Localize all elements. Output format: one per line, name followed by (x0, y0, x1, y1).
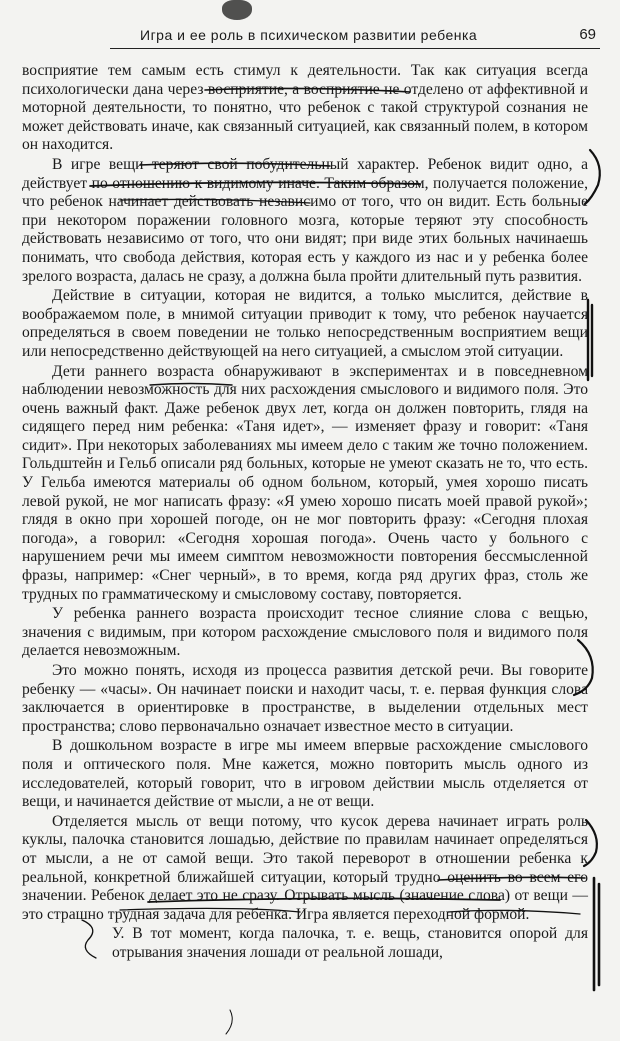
body-text (22, 62, 588, 963)
page-number: 69 (579, 26, 596, 43)
paragraph-1: восприятие тем самым есть стимул к деятельности. Так как ситуация всегда психологически дана через восприятие, а восприятие не отделено от аффективной и моторной деятельности, то понятно, что ребенок с такой структурой сознания не может действовать иначе, как связанный ситуацией, как связанный полем, в котором он находится. (22, 62, 588, 154)
paragraph-5: У ребенка раннего возраста происходит тесное слияние слова с вещью, значения с видимым, при котором расхождение смыслового поля и видимого поля делается невозможным. (22, 605, 588, 660)
scribble-bottom (226, 1010, 232, 1034)
bracket-right-bottom (594, 878, 599, 990)
bracket-right-mid (588, 300, 592, 380)
paragraph-3: Действие в ситуации, которая не видится, а только мыслится, действие в воображаемом поле, в мнимой ситуации приводит к тому, что ребенок научается определяться в своем поведении не только непосредственным восприятием вещи или непосредственно действующей на него ситуацией, а смыслом этой ситуации. (22, 287, 588, 360)
paragraph-7: В дошкольном возрасте в игре мы имеем впервые расхождение смыслового поля и оптического поля. Мне кажется, можно повторить мысль одного из исследователей, который говорит, что в игровом действии мысль отделяется от вещи, и начинается действие от мысли, а не от вещи. (22, 737, 588, 811)
paragraph-8: Отделяется мысль от вещи потому, что кусок дерева начинает играть роль куклы, палочка становится лошадью, действие по правилам начинает определяться от мысли, а не от самой вещи. Это такой переворот в отношении ребенка к реальной, конкретной ближайшей ситуации, который трудно оценить во всем его значении. Ребенок делает это не сразу. Отрывать мысль (значение слова) от вещи — это страшно трудная задача для ребенка. Игра является переходной формой. (22, 812, 588, 923)
paragraph-2: В игре вещи теряют свой побудительный характер. Ребенок видит одно, а действует по отношению к видимому иначе. Таким образом, получается положение, что ребенок начинает действовать независимо от того, что он видит. Есть больные при некотором поражении головного мозга, которые теряют эту способность действовать независимо от того, что они видят; при виде этих больных начинаешь понимать, что свобода действия, которая есть у каждого из нас и у ребенка более зрелого возраста, далась не сразу, а должна была пройти длительный путь развития. (22, 155, 588, 285)
page-header (110, 18, 600, 49)
ink-blot (222, 0, 252, 20)
paragraph-9: У. В тот момент, когда палочка, т. е. вещь, становится опорой для отрывания значения лошади от реальной лошади, (112, 925, 588, 961)
paragraph-4: Дети раннего возраста обнаруживают в экспериментах и в повседневном наблюдении невозможность для них расхождения смыслового и видимого поля. Это очень важный факт. Даже ребенок двух лет, когда он должен повторить, глядя на сидящего перед ним ребенка: «Таня идет», — изменяет фразу и говорит: «Таня сидит». При некоторых заболеваниях мы имеем дело с таким же точно положением. Гольдштейн и Гельб описали ряд больных, которые не умеют сказать не то, что есть. У Гельба имеются материалы об одном больном, который, умея хорошо писать левой рукой, не мог написать фразу: «Я умею хорошо писать моей правой рукой»; глядя в окно при хорошей погоде, он не мог повторить фразу: «Сегодня плохая погода», а говорил: «Сегодня хорошая погода». Очень часто у больного с нарушением речи мы имеем симптом невозможности повторения бессмысленной фразы, например: «Снег черный», в то время, когда ряд других фраз, столь же трудных по грамматическому и смысловому составу, повторяется. (22, 362, 588, 603)
paragraph-6: Это можно понять, исходя из процесса развития детской речи. Вы говорите ребенку — «часы». Он начинает поиски и находит часы, т. е. первая функция слова заключается в ориентировке в пространстве, в выделении отдельных мест пространства; слово первоначально означает известное место в ситуации. (22, 662, 588, 735)
running-title: Игра и ее роль в психическом развитии ребенка (140, 27, 478, 43)
